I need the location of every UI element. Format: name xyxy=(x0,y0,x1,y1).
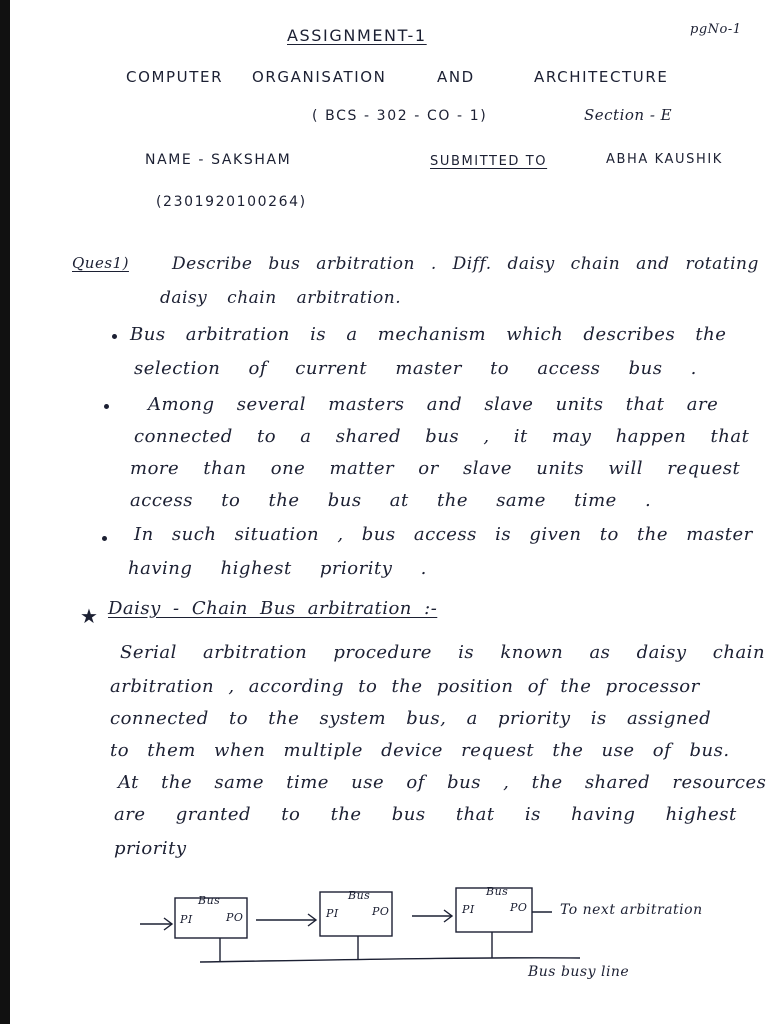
question-label: Ques1) xyxy=(72,254,129,272)
submitted-to-label: SUBMITTED TO xyxy=(430,154,548,169)
question-line-2: daisy chain arbitration. xyxy=(160,288,402,308)
paragraph-line-3: connected to the system bus, a priority is assigned xyxy=(110,708,712,729)
paragraph-line-6: are granted to the bus that is having highest xyxy=(114,804,737,825)
page-number: pgNo-1 xyxy=(690,22,742,37)
bullet-2-line-4: access to the bus at the same time . xyxy=(130,490,652,511)
box-1-title: Bus xyxy=(198,894,221,907)
student-name: NAME - SAKSHAM xyxy=(145,152,292,168)
course-word-2: ORGANISATION xyxy=(252,68,387,86)
paragraph-line-1: Serial arbitration procedure is known as daisy chain xyxy=(120,642,766,663)
section-heading: Daisy - Chain Bus arbitration :- xyxy=(108,598,438,619)
course-word-4: ARCHITECTURE xyxy=(534,68,669,86)
roll-number: (2301920100264) xyxy=(156,194,307,210)
box-1-po: PO xyxy=(226,911,244,924)
bullet-2-line-2: connected to a shared bus , it may happen that xyxy=(134,426,750,447)
question-line-1: Describe bus arbitration . Diff. daisy chain and rotating xyxy=(172,254,759,274)
bullet-3-line-2: having highest priority . xyxy=(128,558,427,579)
submitted-to-name: ABHA KAUSHIK xyxy=(606,152,723,167)
section-label: Section - E xyxy=(584,106,673,124)
paragraph-line-4: to them when multiple device request the use of bus. xyxy=(110,740,730,761)
star-icon: ★ xyxy=(80,604,98,628)
course-word-3: AND xyxy=(437,68,475,86)
bullet-2-line-1: Among several masters and slave units that are xyxy=(148,394,719,415)
bullet-1-line-2: selection of current master to access bus . xyxy=(134,358,697,379)
bullet-3-line-1: In such situation , bus access is given to the master xyxy=(134,524,753,545)
bus-busy-line-label: Bus busy line xyxy=(528,964,630,980)
bus-busy-line xyxy=(200,958,580,962)
box-3-pi: PI xyxy=(462,903,475,916)
bullet-2-line-3: more than one matter or slave units will request xyxy=(130,458,741,479)
box-3-title: Bus xyxy=(486,885,509,898)
box-3-po: PO xyxy=(510,901,528,914)
to-next-arbitration-label: To next arbitration xyxy=(560,902,703,918)
paragraph-line-7: priority xyxy=(114,838,187,859)
bullet-1-line-1: Bus arbitration is a mechanism which describes the xyxy=(130,324,727,345)
assignment-title: ASSIGNMENT-1 xyxy=(287,26,427,45)
course-word-1: COMPUTER xyxy=(126,68,224,86)
course-code: ( BCS - 302 - CO - 1) xyxy=(312,108,488,124)
box-1-pi: PI xyxy=(180,913,193,926)
box-2-title: Bus xyxy=(348,889,371,902)
paragraph-line-2: arbitration , according to the position of the processor xyxy=(110,676,700,697)
box-2-po: PO xyxy=(372,905,390,918)
box-2-pi: PI xyxy=(326,907,339,920)
paragraph-line-5: At the same time use of bus , the shared resources xyxy=(118,772,767,793)
